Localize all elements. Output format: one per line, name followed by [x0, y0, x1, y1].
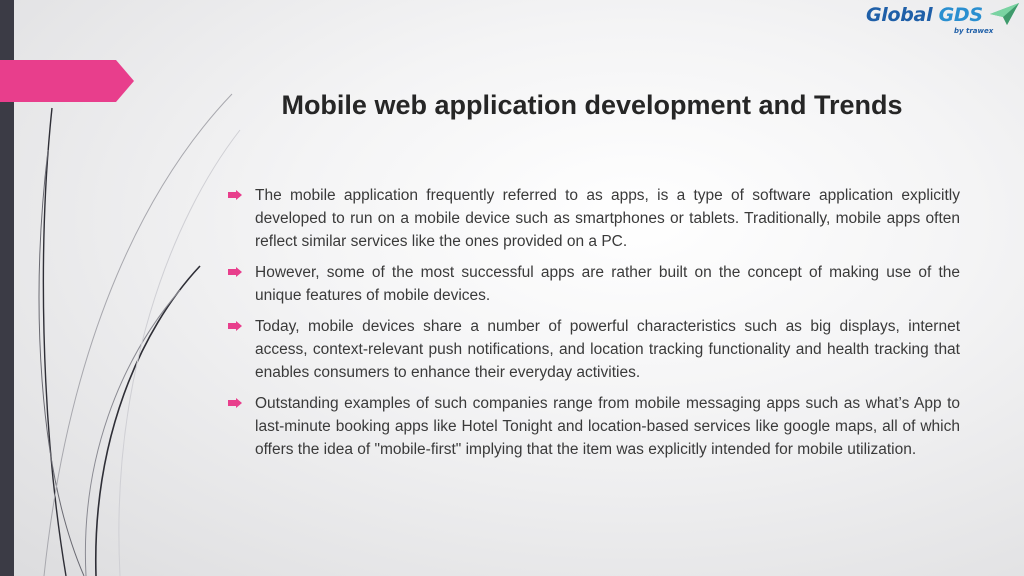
bullet-text: Today, mobile devices share a number of powerful characteristics such as big displays, internet access, context-relevant push notifications, and location tracking functionality and health tracking that enables consumers to enhance their everyday activities. — [255, 318, 960, 381]
logo-wordmark — [866, 4, 983, 26]
bullet-text: Outstanding examples of such companies range from mobile messaging apps such as what’s App to last-minute booking apps like Hotel Tonight and location-based services like google maps, all of which offers the idea of "mobile-first" implying that the item was explicitly intended for mobile utilization. — [255, 395, 960, 458]
logo-word-gds: GDS — [938, 4, 983, 26]
logo-tagline: by trawex — [954, 27, 994, 35]
paper-plane-icon — [990, 2, 1020, 26]
arrow-bullet-icon — [228, 267, 242, 277]
global-gds-logo — [862, 2, 1022, 42]
logo-word-global: Global — [866, 4, 933, 26]
pink-accent-tab — [0, 60, 140, 104]
bullet-item — [228, 184, 960, 253]
slide-title: Mobile web application development and Trends — [281, 90, 903, 120]
bullet-item — [228, 315, 960, 384]
arrow-bullet-icon — [228, 190, 242, 200]
bullet-item — [228, 261, 960, 307]
bullet-list — [228, 184, 960, 469]
arrow-bullet-icon — [228, 398, 242, 408]
bullet-text: The mobile application frequently referred to as apps, is a type of software application explicitly developed to run on a mobile device such as smartphones or tablets. Traditionally, mobile apps often reflect similar services like the ones provided on a PC. — [255, 187, 960, 250]
bullet-text: However, some of the most successful apps are rather built on the concept of making use of the unique features of mobile devices. — [255, 264, 960, 304]
arrow-bullet-icon — [228, 321, 242, 331]
bullet-item — [228, 392, 960, 461]
